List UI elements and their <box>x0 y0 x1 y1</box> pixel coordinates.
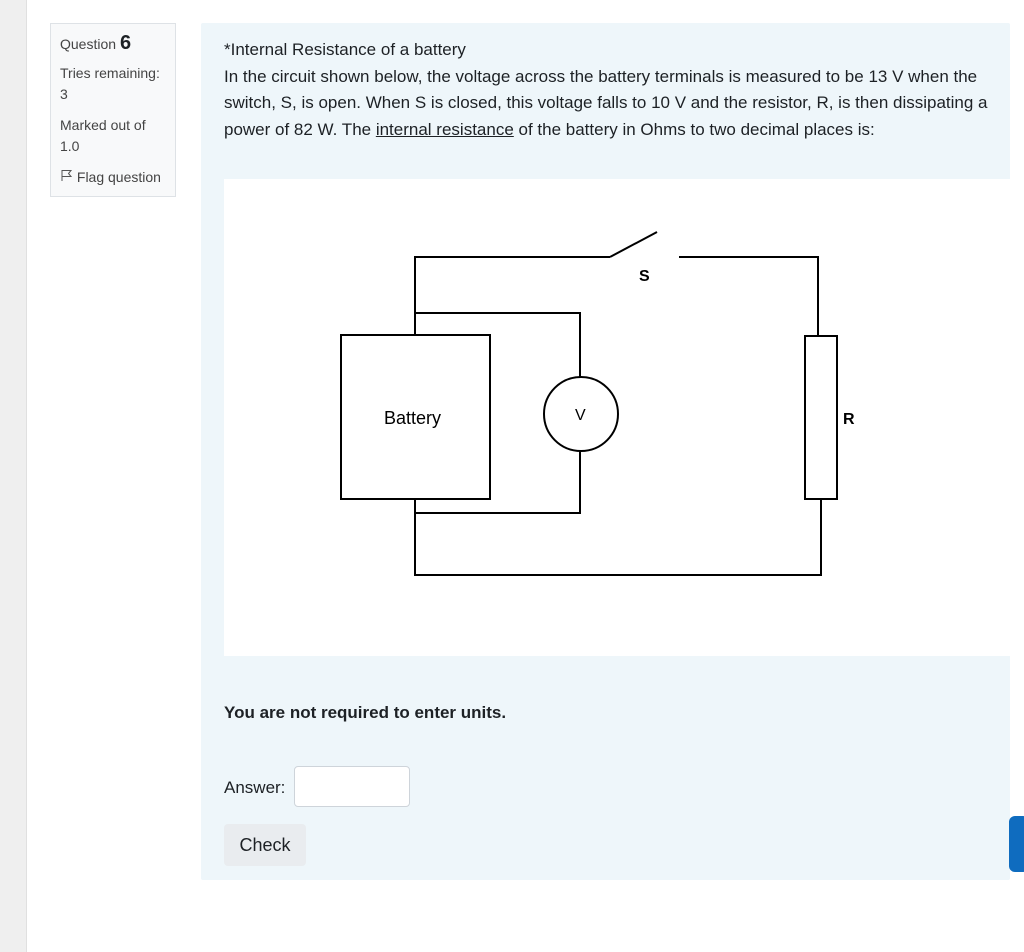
flag-icon <box>60 169 77 185</box>
resistor-label: R <box>843 411 855 428</box>
wire-bottom <box>415 499 821 575</box>
question-label: Question <box>60 36 117 52</box>
switch-arm <box>610 232 657 257</box>
question-body <box>224 64 994 144</box>
battery-label: Battery <box>384 408 442 428</box>
question-info-panel <box>50 23 176 197</box>
wire-voltmeter-bottom <box>415 451 580 513</box>
question-body-part1: In the circuit shown below, the voltage across the battery terminals is measured to be 13 V when the switch, S, is open. When S is closed, this voltage falls to 10 V and the resistor, R, is then dissipating a power of 82 W. The <box>224 66 988 139</box>
question-number-value: 6 <box>119 32 132 54</box>
resistor-box <box>805 336 837 499</box>
question-number <box>60 32 166 55</box>
answer-input[interactable] <box>294 766 410 807</box>
wire-voltmeter-top <box>415 313 580 377</box>
tries-remaining: Tries remaining: 3 <box>60 65 160 102</box>
wire-top-right <box>679 257 818 336</box>
left-rail <box>0 0 27 952</box>
answer-label: Answer: <box>224 778 286 797</box>
question-title: *Internal Resistance of a battery <box>224 40 466 59</box>
switch-label: S <box>639 268 650 285</box>
circuit-diagram <box>224 179 1011 656</box>
flag-question-label: Flag question <box>76 169 161 185</box>
question-content <box>201 23 1010 880</box>
internal-resistance-link[interactable]: internal resistance <box>375 119 514 139</box>
marked-out-of: Marked out of 1.0 <box>60 117 146 154</box>
check-button[interactable]: Check <box>224 824 306 866</box>
question-text <box>224 37 994 143</box>
side-drawer-tab[interactable] <box>1009 816 1024 872</box>
question-body-part2: of the battery in Ohms to two decimal places is: <box>513 119 875 139</box>
units-note: You are not required to enter units. <box>224 703 507 722</box>
voltmeter-label: V <box>575 407 586 424</box>
circuit-svg <box>224 179 1011 656</box>
flag-question-button[interactable] <box>60 167 166 188</box>
